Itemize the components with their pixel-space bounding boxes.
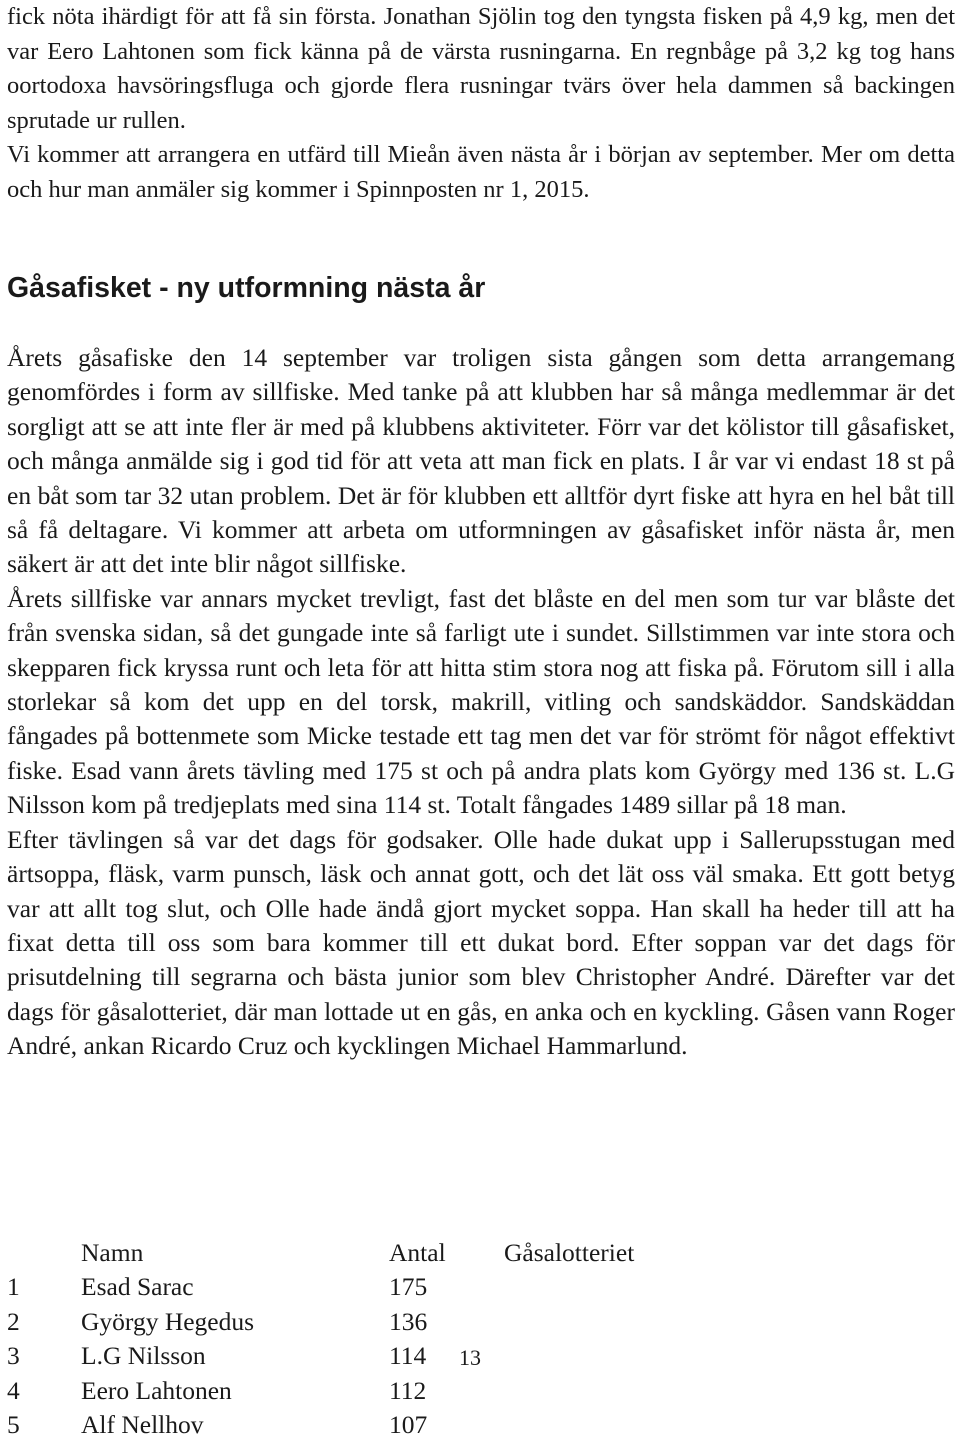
catch-count: 136: [389, 1306, 428, 1336]
participant-name: L.G Nilsson: [81, 1341, 206, 1371]
placing: 4: [7, 1375, 20, 1405]
participant-name: Alf Nellhov: [81, 1409, 204, 1439]
section-body: [7, 341, 955, 1064]
catch-count: 175: [389, 1272, 428, 1302]
participant-name: Eero Lahtonen: [81, 1375, 232, 1405]
header-lottery: Gåsalotteriet: [504, 1238, 635, 1267]
page-number: 13: [459, 1345, 481, 1370]
header-name: Namn: [81, 1238, 144, 1267]
placing: 5: [7, 1409, 20, 1439]
participant-name: György Hegedus: [81, 1306, 255, 1336]
placing: 2: [7, 1306, 20, 1336]
section-heading: Gåsafisket - ny utformning nästa år: [7, 272, 486, 304]
placing: 3: [7, 1341, 20, 1371]
section-paragraph: Årets sillfiske var annars mycket trevligt, fast det blåste en del men som tur var blåste det från svenska sidan, så det gungade inte så farligt ute i sundet. Sillstimmen var inte stora och skepparen fick kryssa runt och leta för att hitta stim stora nog att fiska på. Förutom sill i alla storlekar så kom det upp en del torsk, makrill, vitling och sandskäddor. Sandskäddan fångades på bottenmete som Micke testade ett tag men det var för strömt för något effektivt fiske. Esad vann årets tävling med 175 st och på andra plats kom György med 136 st. L.G Nilsson kom på tredjeplats med sina 114 st. Totalt fångades 1489 sillar på 18 man.: [7, 583, 955, 820]
article-paragraph: fick nöta ihärdigt för att få sin första. Jonathan Sjölin tog den tyngsta fisken på 4,9 kg, men det var Eero Lahtonen som fick känna på de värsta rusningarna. En regnbåge på 3,2 kg tog hans oortodoxa havsöringsfluga och gjorde flera rusningar tvärs över hela dammen så backingen sprutade ur rullen.: [7, 3, 955, 134]
section-paragraph: Årets gåsafiske den 14 september var troligen sista gången som detta arrangemang genomfördes i form av sillfiske. Med tanke på att klubben har så många medlemmar är det sorgligt att se att inte fler är med på klubbens aktiviteter. Förr var det kölistor till gåsafisket, och många anmälde sig i god tid för att veta att man fick en plats. I år var vi endast 18 st på en båt som tar 32 utan problem. Det är för klubben ett alltför dyrt fiske att hyra en hel båt till så få deltagare. Vi kommer att arbeta om utformningen av gåsafisket inför nästa år, men säkert är att det inte blir något sillfiske.: [7, 343, 955, 579]
participant-name: Esad Sarac: [81, 1272, 194, 1302]
article-continuation: [7, 0, 955, 208]
header-count: Antal: [389, 1238, 446, 1267]
catch-count: 114: [389, 1341, 427, 1371]
catch-count: 107: [389, 1409, 428, 1439]
section-paragraph: Efter tävlingen så var det dags för godsaker. Olle hade dukat upp i Sallerupsstugan med ärtsoppa, fläsk, varm punsch, läsk och annat gott, och det lät oss väl smaka. Ett gott betyg var att allt tog slut, och Olle hade ändå gjort mycket soppa. Han skall ha heder till att ha fixat detta till oss som bara kommer till ett dukat bord. Efter soppan var det dags för prisutdelning till segrarna och bästa junior som blev Christopher André. Därefter var det dags för gåsalotteriet, där man lottade ut en gås, en anka och en kyckling. Gåsen vann Roger André, ankan Ricardo Cruz och kycklingen Michael Hammarlund.: [7, 824, 955, 1061]
article-paragraph: Vi kommer att arrangera en utfärd till Mieån även nästa år i början av september. Mer om detta och hur man anmäler sig kommer i Spinnposten nr 1, 2015.: [7, 141, 955, 203]
placing: 1: [7, 1272, 20, 1302]
catch-count: 112: [389, 1375, 427, 1405]
